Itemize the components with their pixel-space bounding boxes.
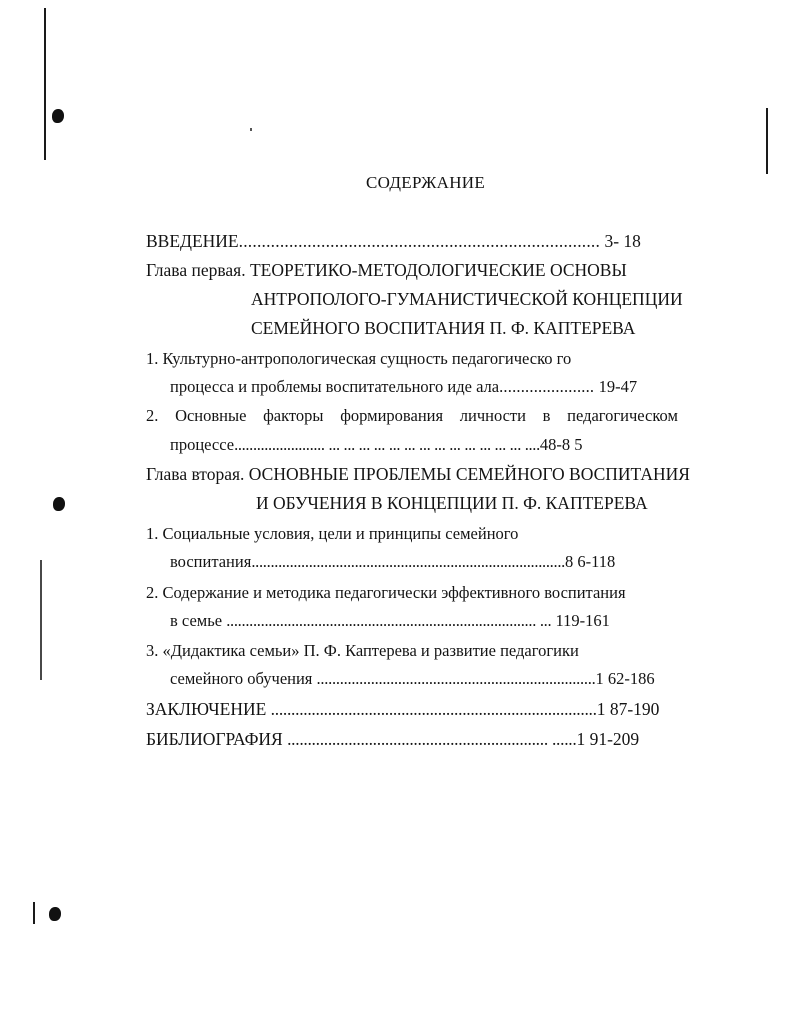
page-range: 19-47 <box>598 377 638 396</box>
section-2-2-line1 <box>146 583 626 603</box>
section-word: факторы <box>263 406 324 425</box>
section-word: Основные <box>175 406 247 425</box>
section-title: Содержание и методика педагогически эффективного воспитания <box>162 583 626 602</box>
chapter-label: Глава вторая. <box>146 464 245 484</box>
section-word: личности <box>459 406 526 425</box>
left-margin-line <box>40 560 42 680</box>
entry-text: ВВЕДЕНИЕ <box>146 231 239 251</box>
left-margin-line <box>44 8 46 160</box>
section-word: педагогическом <box>567 406 678 425</box>
section-word: в <box>542 406 551 425</box>
toc-entry-bibliography <box>146 729 639 749</box>
dot-leader: ........................ ... ... ... ... ... ... ... ... ... ... ... ... ... .... <box>234 435 540 454</box>
page-range: 3- 18 <box>604 231 641 251</box>
section-number: 2. <box>146 406 159 425</box>
section-2-1-line2 <box>170 552 615 572</box>
page-range: 48-8 5 <box>539 435 583 454</box>
left-margin-line <box>33 902 35 924</box>
section-2-1-line1 <box>146 524 518 544</box>
section-number: 1. <box>146 524 159 543</box>
section-2-3-line2 <box>170 669 655 689</box>
chapter-2-title-line: И ОБУЧЕНИЯ В КОНЦЕПЦИИ П. Ф. КАПТЕРЕВА <box>256 493 648 513</box>
dot-leader: .................................................................................. <box>251 552 565 571</box>
scan-speck <box>250 128 252 131</box>
page-range: 119-161 <box>555 611 610 630</box>
binder-hole-mark <box>53 497 65 511</box>
section-1-1-line1 <box>146 349 571 369</box>
section-number: 3. <box>146 641 159 660</box>
section-1-2-line1 <box>146 406 678 426</box>
dot-leader: ...................... <box>499 377 599 396</box>
section-2-2-line2 <box>170 611 610 631</box>
page-range: 1 87-190 <box>596 699 660 719</box>
section-title-continued: семейного обучения <box>170 669 313 688</box>
entry-text: БИБЛИОГРАФИЯ <box>146 729 283 749</box>
section-1-2-line2 <box>170 435 582 455</box>
right-margin-line <box>766 108 768 174</box>
chapter-title: ТЕОРЕТИКО-МЕТОДОЛОГИЧЕСКИЕ ОСНОВЫ <box>249 260 627 280</box>
section-title-continued: процесса и проблемы воспитательного иде ала <box>170 377 500 396</box>
chapter-1-title-line: АНТРОПОЛОГО-ГУМАНИСТИЧЕСКОЙ КОНЦЕПЦИИ <box>251 289 683 309</box>
section-title-continued: процессе <box>170 435 235 454</box>
section-title: «Дидактика семьи» П. Ф. Каптерева и развитие педагогики <box>162 641 579 660</box>
dot-leader: ............................................................................... <box>238 231 601 251</box>
chapter-1-title-line: СЕМЕЙНОГО ВОСПИТАНИЯ П. Ф. КАПТЕРЕВА <box>251 318 636 338</box>
section-word: формирования <box>340 406 444 425</box>
section-title: Социальные условия, цели и принципы семейного <box>162 524 519 543</box>
section-title-continued: в семье <box>170 611 223 630</box>
dot-leader: ................................................................................. ... <box>226 611 552 630</box>
chapter-2-heading <box>146 464 690 484</box>
chapter-title: ОСНОВНЫЕ ПРОБЛЕМЫ СЕМЕЙНОГО ВОСПИТАНИЯ <box>248 464 690 484</box>
entry-text: ЗАКЛЮЧЕНИЕ <box>146 699 267 719</box>
chapter-1-heading <box>146 260 627 280</box>
binder-hole-mark <box>49 907 61 921</box>
toc-entry-introduction <box>146 231 641 251</box>
toc-entry-conclusion <box>146 699 659 719</box>
section-1-1-line2 <box>170 377 637 397</box>
page-range: 1 62-186 <box>595 669 655 688</box>
section-2-3-line1 <box>146 641 579 661</box>
dot-leader: ................................................................ ...... <box>287 729 577 749</box>
page-range: 1 91-209 <box>576 729 640 749</box>
page-range: 8 6-118 <box>564 552 616 571</box>
section-title-continued: воспитания <box>170 552 252 571</box>
section-number: 2. <box>146 583 159 602</box>
dot-leader: ................................................................................ <box>270 699 597 719</box>
dot-leader: ........................................................................ <box>316 669 596 688</box>
toc-title: СОДЕРЖАНИЕ <box>366 173 486 192</box>
chapter-label: Глава первая. <box>146 260 246 280</box>
section-title: Культурно-антропологическая сущность педагогическо го <box>162 349 572 368</box>
binder-hole-mark <box>52 109 64 123</box>
section-number: 1. <box>146 349 159 368</box>
